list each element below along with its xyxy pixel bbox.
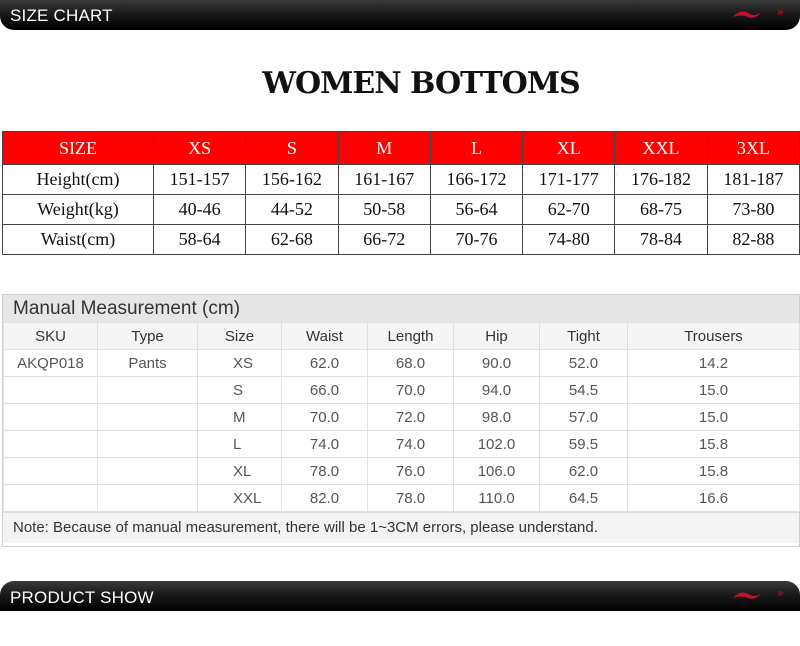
table-cell: 50-58 (338, 195, 430, 225)
table-cell: 15.0 (628, 404, 800, 431)
table-cell: 166-172 (430, 165, 522, 195)
table-cell: 68-75 (615, 195, 707, 225)
table-cell: 62-68 (246, 225, 338, 255)
table-cell: 161-167 (338, 165, 430, 195)
header-cell: SKU (4, 323, 98, 350)
table-cell: 98.0 (454, 404, 540, 431)
table-row (4, 404, 800, 431)
measurement-header-row (4, 323, 800, 350)
product-show-banner (0, 581, 800, 611)
table-row (4, 458, 800, 485)
table-row (3, 195, 800, 225)
size-chart-table (2, 131, 800, 255)
banner-title: PRODUCT SHOW (10, 588, 154, 607)
table-cell: M (198, 404, 282, 431)
table-cell (98, 458, 198, 485)
header-cell: Trousers (628, 323, 800, 350)
table-cell: 59.5 (540, 431, 628, 458)
table-cell: XL (198, 458, 282, 485)
table-cell: 16.6 (628, 485, 800, 512)
table-row (4, 431, 800, 458)
brand-logo-icon (732, 589, 762, 603)
double-chevron-icon: » (776, 5, 784, 19)
table-cell (4, 404, 98, 431)
table-cell: 70-76 (430, 225, 522, 255)
table-cell (4, 377, 98, 404)
table-cell: 74.0 (282, 431, 368, 458)
table-cell: 82-88 (707, 225, 799, 255)
table-cell (4, 458, 98, 485)
header-cell: M (338, 132, 430, 165)
page-title: WOMEN BOTTOMS (262, 66, 580, 101)
table-cell: 56-64 (430, 195, 522, 225)
table-cell: 70.0 (282, 404, 368, 431)
header-cell: Size (198, 323, 282, 350)
table-cell (98, 431, 198, 458)
table-cell: 57.0 (540, 404, 628, 431)
table-cell: 64.5 (540, 485, 628, 512)
table-cell: XXL (198, 485, 282, 512)
measurement-table (3, 322, 800, 512)
table-cell: 94.0 (454, 377, 540, 404)
table-cell: 151-157 (154, 165, 246, 195)
table-row (4, 485, 800, 512)
manual-measurement-panel (2, 294, 800, 547)
table-cell: 156-162 (246, 165, 338, 195)
header-cell: Type (98, 323, 198, 350)
table-cell: 62.0 (540, 458, 628, 485)
table-cell: 68.0 (368, 350, 454, 377)
header-cell: S (246, 132, 338, 165)
table-cell: XS (198, 350, 282, 377)
table-cell: 74-80 (523, 225, 615, 255)
table-cell: 15.8 (628, 431, 800, 458)
header-cell: Tight (540, 323, 628, 350)
table-row (3, 165, 800, 195)
row-label: Height(cm) (3, 165, 154, 195)
size-chart-header-row (3, 132, 800, 165)
brand-logo-icon (732, 8, 762, 22)
header-cell: 3XL (707, 132, 799, 165)
header-cell: XL (523, 132, 615, 165)
header-cell: XS (154, 132, 246, 165)
table-row (4, 377, 800, 404)
table-cell: Pants (98, 350, 198, 377)
table-row (4, 350, 800, 377)
table-cell: 78.0 (368, 485, 454, 512)
table-cell: 66.0 (282, 377, 368, 404)
table-cell: 90.0 (454, 350, 540, 377)
header-cell: Length (368, 323, 454, 350)
table-cell (4, 431, 98, 458)
table-cell: S (198, 377, 282, 404)
table-cell: 72.0 (368, 404, 454, 431)
table-cell: 102.0 (454, 431, 540, 458)
table-cell: 70.0 (368, 377, 454, 404)
header-cell: Waist (282, 323, 368, 350)
table-cell: 78-84 (615, 225, 707, 255)
measurement-note: Note: Because of manual measurement, there will be 1~3CM errors, please understand. (3, 512, 799, 543)
row-label: Weight(kg) (3, 195, 154, 225)
table-cell: 15.8 (628, 458, 800, 485)
table-cell (98, 404, 198, 431)
row-label: Waist(cm) (3, 225, 154, 255)
table-cell: 176-182 (615, 165, 707, 195)
measurement-title: Manual Measurement (cm) (3, 295, 799, 322)
table-cell (98, 377, 198, 404)
table-cell: 58-64 (154, 225, 246, 255)
table-cell: 40-46 (154, 195, 246, 225)
double-chevron-icon: » (776, 586, 784, 600)
table-cell: 73-80 (707, 195, 799, 225)
header-cell: XXL (615, 132, 707, 165)
table-cell: 54.5 (540, 377, 628, 404)
header-cell: SIZE (3, 132, 154, 165)
table-cell: AKQP018 (4, 350, 98, 377)
table-cell: 110.0 (454, 485, 540, 512)
table-cell: L (198, 431, 282, 458)
table-cell (98, 485, 198, 512)
table-cell: 15.0 (628, 377, 800, 404)
table-cell: 66-72 (338, 225, 430, 255)
table-cell: 106.0 (454, 458, 540, 485)
header-cell: Hip (454, 323, 540, 350)
banner-title: SIZE CHART (10, 6, 113, 25)
table-cell: 171-177 (523, 165, 615, 195)
table-cell: 78.0 (282, 458, 368, 485)
table-cell (4, 485, 98, 512)
table-cell: 76.0 (368, 458, 454, 485)
table-cell: 62-70 (523, 195, 615, 225)
size-chart-banner (0, 0, 800, 30)
table-cell: 82.0 (282, 485, 368, 512)
table-cell: 44-52 (246, 195, 338, 225)
table-cell: 14.2 (628, 350, 800, 377)
header-cell: L (430, 132, 522, 165)
table-cell: 62.0 (282, 350, 368, 377)
table-cell: 74.0 (368, 431, 454, 458)
table-row (3, 225, 800, 255)
table-cell: 52.0 (540, 350, 628, 377)
table-cell: 181-187 (707, 165, 799, 195)
